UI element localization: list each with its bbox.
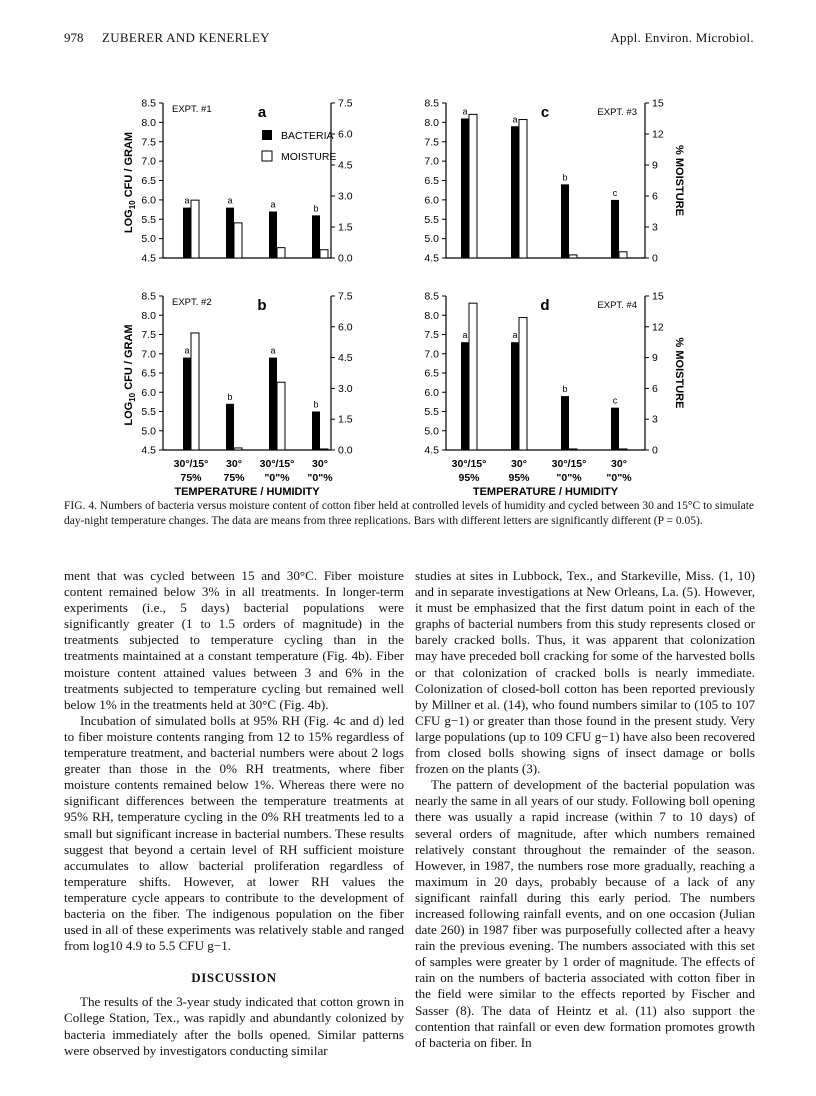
significance-letter: a xyxy=(512,330,518,341)
right-tick-label: 0 xyxy=(652,252,658,265)
moisture-bar xyxy=(191,200,199,258)
right-tick-label: 1.5 xyxy=(338,413,353,426)
left-tick-label: 8.0 xyxy=(424,116,439,129)
moisture-bar xyxy=(619,449,627,450)
left-tick-label: 7.0 xyxy=(141,348,156,361)
left-tick-label: 6.0 xyxy=(424,386,439,399)
right-tick-label: 3 xyxy=(652,413,658,426)
paragraph: studies at sites in Lubbock, Tex., and Starkeville, Miss. (1, 10) and in separate investigations at New Orleans, La. (5). However, it must be emphasized that the first datum point in each of the graphs of bacterial numbers from this study represents closed or barely cracked bolls. Thus, it was apparent that colonization may have preceded boll cracking for some of the harvested bolls or that colonization of cracked bolls is nearly immediate. Colonization of closed-boll cotton has been reported previously by Millner et al. (14), who found numbers similar to (105 to 107 CFU g−1) or greater than those found in the present study. Very large populations (up to 109 CFU g−1) have also been recovered from closed bolls showing signs of insect damage or bolls frozen on the plants (3). xyxy=(415,568,755,777)
paragraph: ment that was cycled between 15 and 30°C. Fiber moisture content remained below 3% in all treatments. In longer-term experiments (i.e., 5 days) bacterial populations were significantly greater (1 to 1.5 orders of magnitude) in the treatments subjected to temperature cycling than in the treatments maintained at a constant temperature (Fig. 4b). Fiber moisture content attained values between 3 and 6% in the treatments subjected to temperature cycling but remained well below 1% in the treatments held at 30°C (Fig. 4b). xyxy=(64,568,404,712)
significance-letter: a xyxy=(184,195,190,206)
paragraph: The results of the 3-year study indicated that cotton grown in College Station, Tex., was rapidly and abundantly colonized by bacteria immediately after the bolls opened. Similar patterns were observed by investigators conducting similar xyxy=(64,994,404,1058)
left-tick-label: 8.0 xyxy=(424,309,439,322)
bacteria-bar xyxy=(312,412,320,451)
right-tick-label: 12 xyxy=(652,128,664,141)
right-tick-label: 3 xyxy=(652,221,658,234)
left-tick-label: 5.0 xyxy=(424,425,439,438)
left-tick-label: 8.5 xyxy=(424,97,439,110)
left-axis-title-main: LOG xyxy=(123,209,135,234)
left-tick-label: 4.5 xyxy=(141,444,156,457)
figure-4-chart-canvas xyxy=(0,0,816,520)
bacteria-bar xyxy=(312,215,320,258)
x-category-label: "0"% xyxy=(556,472,582,484)
bacteria-bar xyxy=(183,208,191,258)
left-tick-label: 4.5 xyxy=(424,252,439,265)
figure-4 xyxy=(0,0,816,520)
x-category-label: 30°/15° xyxy=(551,458,587,470)
caption-label: FIG. 4. xyxy=(64,500,97,512)
right-tick-label: 15 xyxy=(652,97,664,110)
x-category-label: 95% xyxy=(458,472,480,484)
significance-letter: a xyxy=(270,199,276,210)
moisture-bar xyxy=(519,318,527,450)
legend-bacteria-swatch xyxy=(262,130,272,140)
significance-letter: a xyxy=(227,195,233,206)
bacteria-bar xyxy=(183,358,191,450)
left-tick-label: 8.5 xyxy=(424,290,439,303)
right-axis-title: % MOISTURE xyxy=(673,337,685,409)
x-category-label: "0"% xyxy=(307,472,333,484)
x-category-label: 30°/15° xyxy=(173,458,209,470)
significance-letter: b xyxy=(227,391,233,402)
significance-letter: b xyxy=(562,172,568,183)
left-axis-title-rest: CFU / GRAM xyxy=(123,131,135,201)
right-tick-label: 6.0 xyxy=(338,128,353,141)
bacteria-bar xyxy=(511,342,519,450)
x-category-label: 30° xyxy=(226,458,242,470)
moisture-bar xyxy=(569,255,577,258)
panel-letter: b xyxy=(257,297,267,314)
moisture-bar xyxy=(469,303,477,450)
right-tick-label: 0.0 xyxy=(338,444,353,457)
right-tick-label: 9 xyxy=(652,159,658,172)
legend-moisture-label: MOISTURE xyxy=(281,151,337,163)
left-tick-label: 7.0 xyxy=(424,348,439,361)
right-tick-label: 0 xyxy=(652,444,658,457)
running-authors: ZUBERER AND KENERLEY xyxy=(102,30,270,45)
significance-letter: a xyxy=(184,345,190,356)
bacteria-bar xyxy=(226,404,234,450)
x-category-label: 30° xyxy=(312,458,328,470)
right-tick-label: 6.0 xyxy=(338,321,353,334)
x-category-label: 30°/15° xyxy=(451,458,487,470)
left-tick-label: 5.5 xyxy=(424,213,439,226)
paragraph: The pattern of development of the bacterial population was nearly the same in all years of our study. Following boll opening there was usually a rapid increase (within 7 to 10 days) of several orders of magnitude, after which numbers remained relatively constant throughout the remainder of the season. However, in 1987, the numbers rose more gradually, reaching a maximum in 20 days, probably because of a lack of any significant rainfall during this early period. The numbers increased following rainfall events, and on one occasion (Julian date 260) in 1987 fiber was purposefully collected after a heavy rain the previous evening. The numbers associated with this set of samples were greater by 1 order of magnitude. The effects of rain on the numbers of bacteria associated with cotton fiber in the field were similar to the effects reported by Fischer and Sasser (8). The data of Heintz et al. (11) also support the contention that rainfall or even dew formation promotes growth of bacteria on fiber. In xyxy=(415,777,755,1050)
left-tick-label: 5.5 xyxy=(141,406,156,418)
significance-letter: c xyxy=(612,395,618,406)
significance-letter: b xyxy=(313,203,319,214)
panel-letter: c xyxy=(540,104,550,121)
left-column xyxy=(64,568,404,1059)
right-tick-label: 6 xyxy=(652,382,658,395)
legend-bacteria-label: BACTERIA xyxy=(281,130,334,142)
figure-caption xyxy=(64,499,754,529)
journal-name: Appl. Environ. Microbiol. xyxy=(610,30,754,45)
x-axis-title: TEMPERATURE / HUMIDITY xyxy=(472,486,619,498)
experiment-label: EXPT. #3 xyxy=(597,107,637,118)
left-tick-label: 7.0 xyxy=(424,155,439,168)
bacteria-bar xyxy=(561,396,569,450)
right-axis-title: % MOISTURE xyxy=(673,145,685,216)
left-tick-label: 6.5 xyxy=(424,367,439,380)
moisture-bar xyxy=(277,382,285,450)
right-column xyxy=(415,568,755,1051)
left-tick-label: 8.5 xyxy=(141,97,156,110)
left-tick-label: 7.5 xyxy=(424,329,439,341)
x-category-label: 75% xyxy=(223,472,245,484)
left-axis-title-rest: CFU / GRAM xyxy=(123,324,135,393)
bacteria-bar xyxy=(461,342,469,450)
panel-letter: d xyxy=(540,297,550,314)
left-tick-label: 4.5 xyxy=(424,444,439,457)
right-tick-label: 6 xyxy=(652,190,658,203)
left-tick-label: 7.5 xyxy=(141,136,156,149)
right-tick-label: 3.0 xyxy=(338,382,353,395)
moisture-bar xyxy=(320,449,328,450)
left-tick-label: 6.0 xyxy=(141,386,156,399)
left-axis-title xyxy=(123,324,137,425)
section-heading: DISCUSSION xyxy=(191,970,277,986)
x-category-label: 30°/15° xyxy=(259,458,295,470)
left-tick-label: 5.5 xyxy=(141,213,156,226)
left-tick-label: 6.5 xyxy=(141,175,156,187)
right-tick-label: 7.5 xyxy=(338,290,353,303)
right-tick-label: 3.0 xyxy=(338,190,353,203)
moisture-bar xyxy=(320,250,328,258)
right-tick-label: 7.5 xyxy=(338,97,353,110)
right-tick-label: 0.0 xyxy=(338,252,353,265)
left-tick-label: 8.0 xyxy=(141,309,156,322)
x-axis-title: TEMPERATURE / HUMIDITY xyxy=(174,486,320,498)
bacteria-bar xyxy=(226,208,234,258)
bacteria-bar xyxy=(561,184,569,258)
moisture-bar xyxy=(191,333,199,450)
significance-letter: b xyxy=(562,384,568,395)
left-tick-label: 5.5 xyxy=(424,406,439,418)
left-tick-label: 5.0 xyxy=(141,233,156,246)
left-tick-label: 7.5 xyxy=(141,329,156,341)
x-category-label: 75% xyxy=(180,472,202,484)
right-tick-label: 15 xyxy=(652,290,664,303)
left-tick-label: 6.5 xyxy=(141,367,156,380)
significance-letter: a xyxy=(462,106,468,117)
legend-moisture-swatch xyxy=(262,151,272,161)
right-tick-label: 1.5 xyxy=(338,221,353,234)
moisture-bar xyxy=(619,252,627,258)
moisture-bar xyxy=(519,120,527,258)
moisture-bar xyxy=(234,448,242,450)
right-tick-label: 4.5 xyxy=(338,159,353,172)
x-category-label: 30° xyxy=(511,458,527,470)
bacteria-bar xyxy=(461,119,469,259)
left-axis-title-sub: 10 xyxy=(128,200,137,210)
experiment-label: EXPT. #1 xyxy=(172,104,212,115)
significance-letter: c xyxy=(612,187,618,198)
paragraph: Incubation of simulated bolls at 95% RH (Fig. 4c and d) led to fiber moisture contents ranging from 12 to 15% regardless of temperature treatment, and bacterial numbers were about 2 logs greater than those in the 0% RH treatments, where fiber moisture contents remained below 1%. Whereas there were no significant differences between the temperature treatments at 95% RH, temperature cycling in the 0% RH treatments led to a small but significant increase in bacterial numbers. These results suggest that beyond a certain level of RH sufficient moisture accumulates to allow bacterial proliferation regardless of temperature shifts. However, at lower RH values the temperature cycle appears to contribute to the development of bacteria on the fiber. The indigenous population on the fiber used in all of these experiments was relatively stable and ranged from log10 4.9 to 5.5 CFU g−1. xyxy=(64,712,404,954)
bacteria-bar xyxy=(611,200,619,258)
left-axis-title-main: LOG xyxy=(123,401,135,426)
significance-letter: b xyxy=(313,399,319,410)
experiment-label: EXPT. #2 xyxy=(172,297,212,308)
moisture-bar xyxy=(569,449,577,450)
panel-letter: a xyxy=(257,104,267,121)
moisture-bar xyxy=(234,223,242,258)
right-tick-label: 9 xyxy=(652,352,658,365)
caption-text: Numbers of bacteria versus moisture content of cotton fiber held at controlled levels of humidity and cycled between 30 and 15°C to simulate day-night temperature changes. The data are means from three replications. Bars with different letters are significantly different (P = 0.05). xyxy=(64,500,755,527)
significance-letter: a xyxy=(512,114,518,125)
moisture-bar xyxy=(469,114,477,258)
moisture-bar xyxy=(277,248,285,258)
bacteria-bar xyxy=(269,358,277,450)
x-category-label: 30° xyxy=(611,458,627,470)
left-tick-label: 8.0 xyxy=(141,116,156,129)
right-tick-label: 4.5 xyxy=(338,352,353,365)
x-category-label: 95% xyxy=(508,472,530,484)
significance-letter: a xyxy=(270,345,276,356)
x-category-label: "0"% xyxy=(264,472,290,484)
significance-letter: a xyxy=(462,330,468,341)
left-tick-label: 7.0 xyxy=(141,155,156,168)
page-number: 978 xyxy=(64,30,84,45)
right-tick-label: 12 xyxy=(652,321,664,334)
bacteria-bar xyxy=(611,408,619,450)
left-axis-title-sub: 10 xyxy=(128,392,137,402)
left-tick-label: 5.0 xyxy=(424,233,439,246)
left-tick-label: 8.5 xyxy=(141,290,156,303)
x-category-label: "0"% xyxy=(606,472,632,484)
left-tick-label: 7.5 xyxy=(424,136,439,149)
left-tick-label: 6.0 xyxy=(141,194,156,207)
left-axis-title xyxy=(123,132,137,233)
experiment-label: EXPT. #4 xyxy=(597,300,637,311)
bacteria-bar xyxy=(511,126,519,258)
left-tick-label: 6.5 xyxy=(424,175,439,187)
bacteria-bar xyxy=(269,212,277,259)
left-tick-label: 4.5 xyxy=(141,252,156,265)
left-tick-label: 5.0 xyxy=(141,425,156,438)
left-tick-label: 6.0 xyxy=(424,194,439,207)
